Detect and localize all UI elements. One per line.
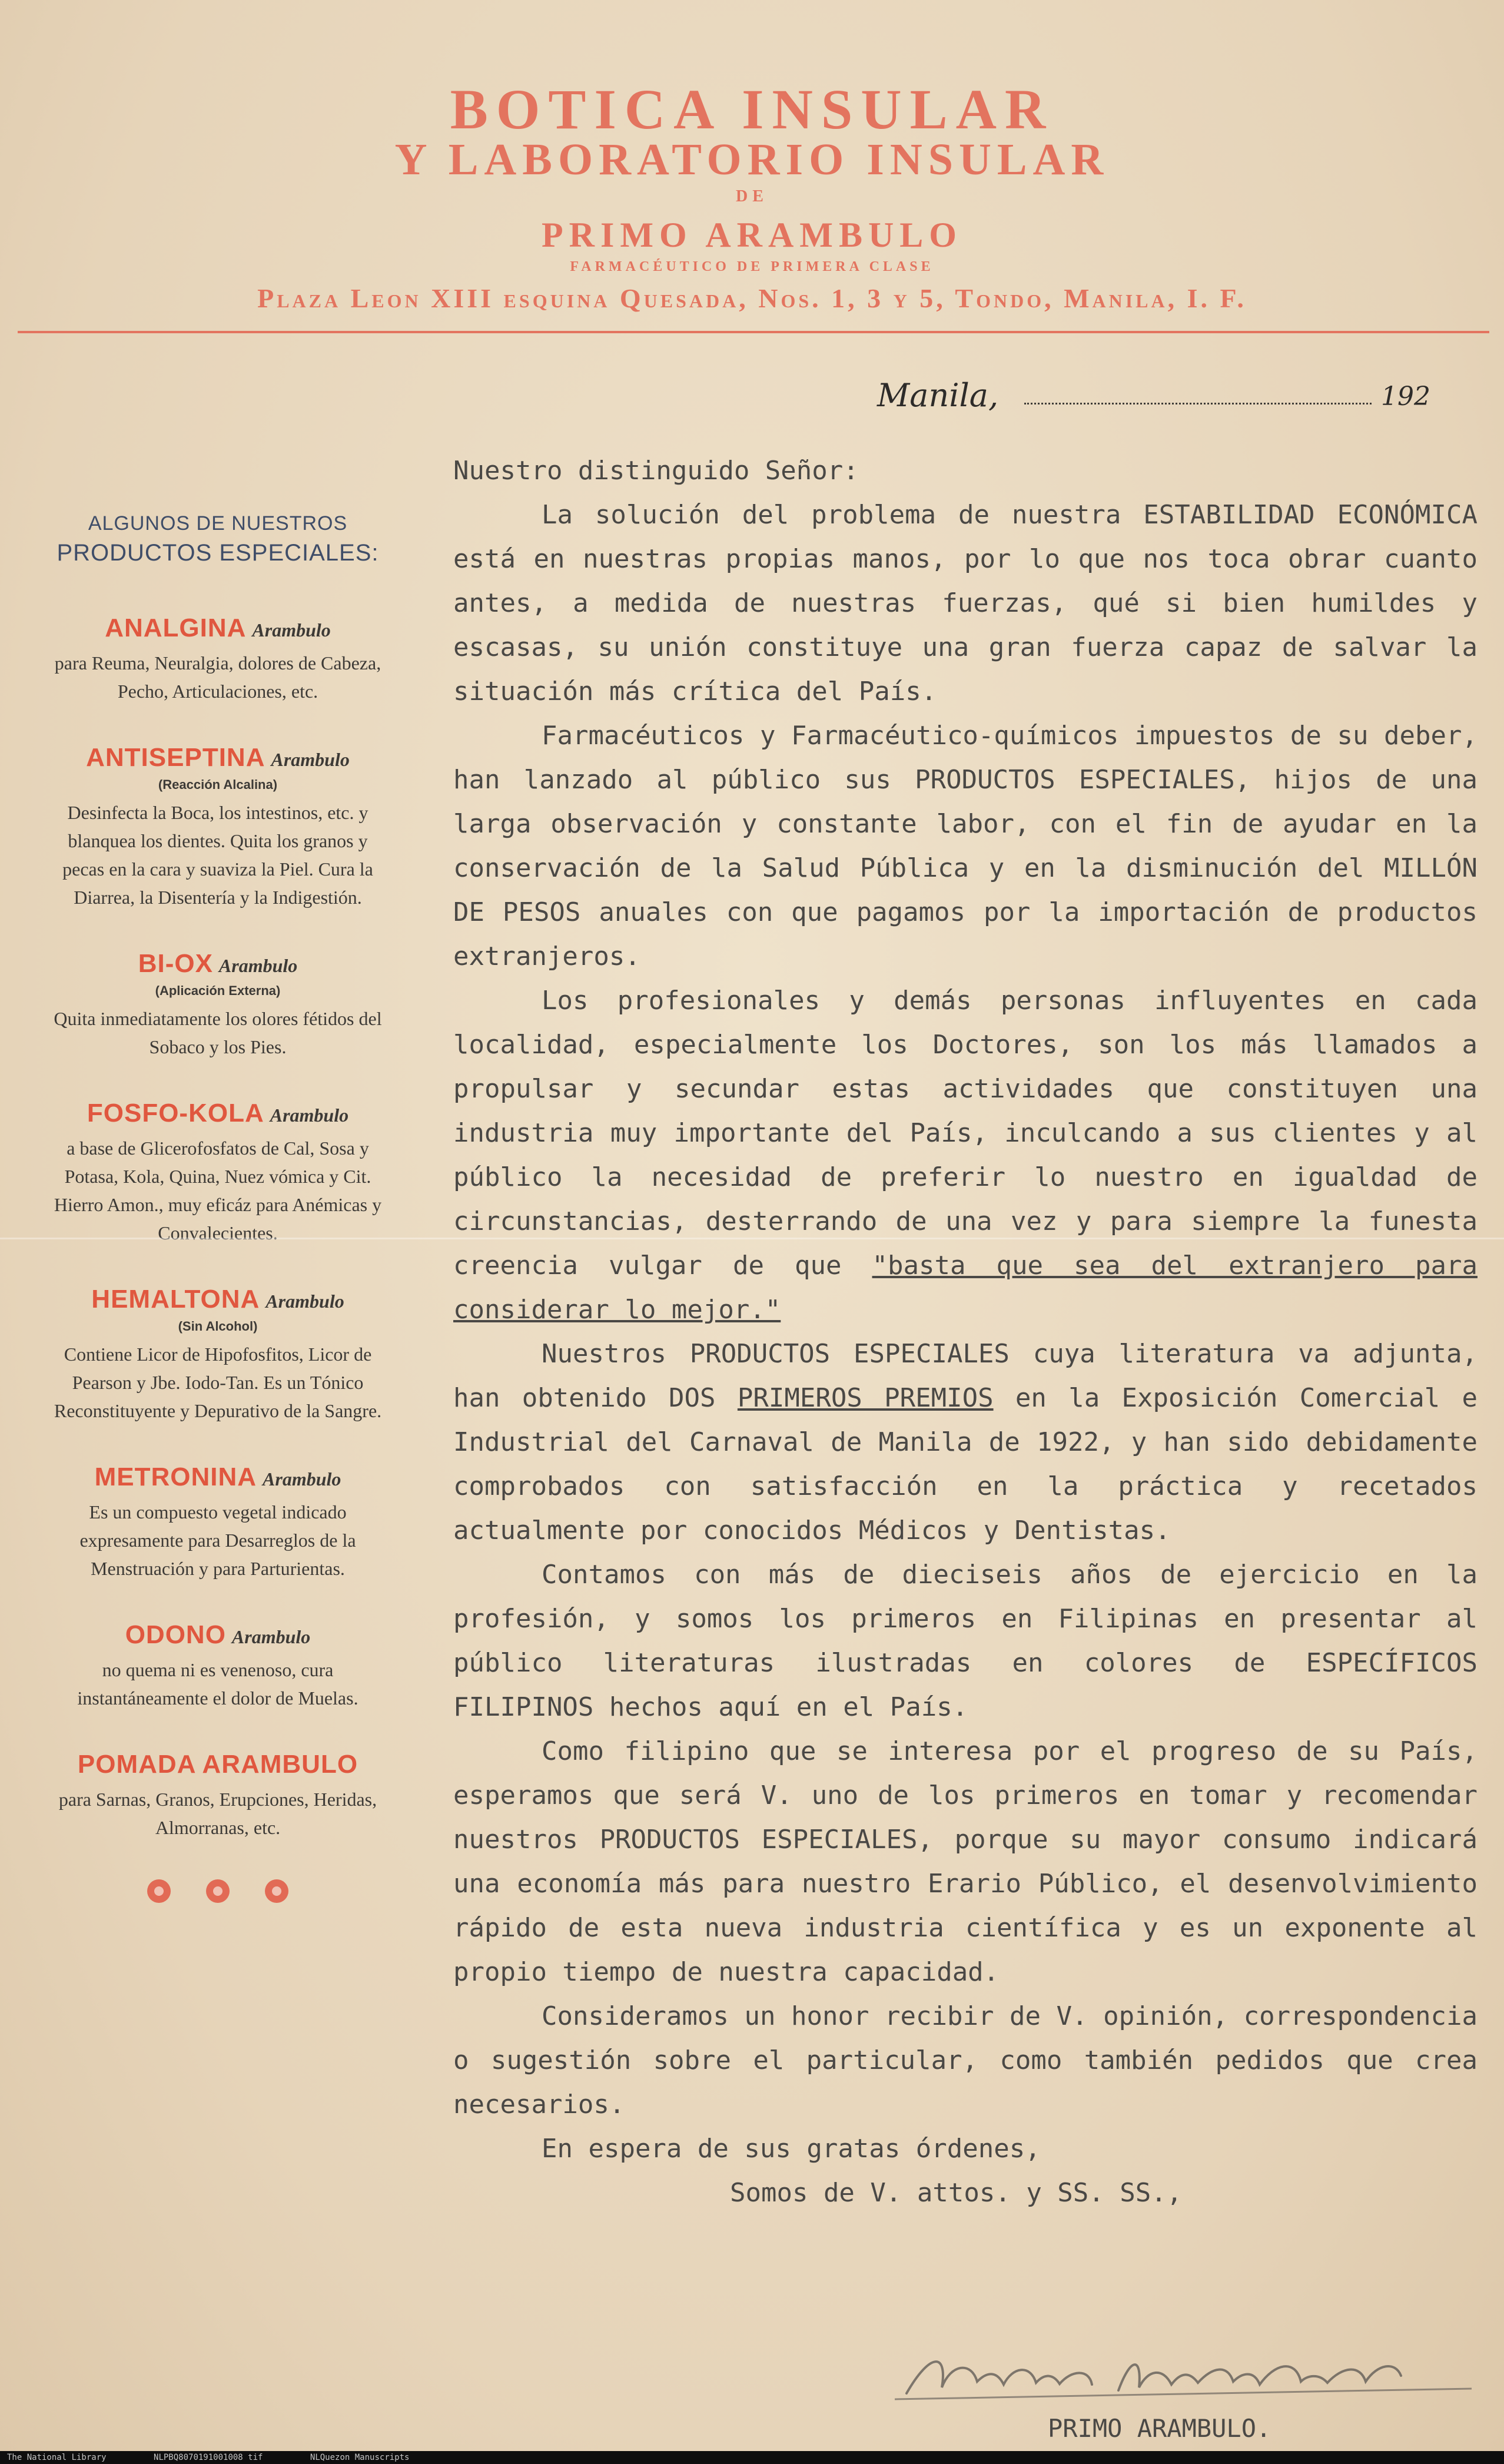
product-subtitle: (Reacción Alcalina)	[158, 777, 278, 792]
closing-line-1: En espera de sus gratas órdenes,	[542, 2134, 1041, 2164]
shell-ornament-icon	[206, 1879, 230, 1903]
product-brand: Arambulo	[231, 1626, 311, 1647]
letterhead-address: Plaza Leon XIII esquina Quesada, Nos. 1, 3 y 5, Tondo, Manila, I. F.	[257, 283, 1247, 313]
product-metronina	[53, 1463, 383, 1583]
product-description: Desinfecta la Boca, los intestinos, etc. y blanquea los dientes. Quita los granos y pecas en la cara y suaviza la Piel. Cura la Diarrea, la Disentería y la Indigestión.	[62, 802, 373, 908]
letterhead-de: DE	[736, 187, 768, 205]
paragraph-1: La solución del problema de nuestra ESTABILIDAD ECONÓMICA está en nuestras propias manos, por lo que nos toca obrar cuanto antes, a medida de nuestras fuerzas, qué si bien humildes y escasas, su unión constituye una gran fuerza capaz de salvar la situación más crítica del País.	[453, 500, 1478, 707]
paragraph-3-quote: "basta que sea del extranjero para considerar lo mejor."	[453, 1251, 1478, 1325]
date-dotted-line	[1024, 403, 1372, 404]
product-brand: Arambulo	[263, 1468, 341, 1490]
product-name: ANTISEPTINA	[86, 743, 265, 772]
handwritten-signature	[895, 2340, 1472, 2405]
paragraph-5: Contamos con más de dieciseis años de ejercicio en la profesión, y somos los primeros en Filipinas en presentar al público literaturas ilustradas en colores de ESPECÍFICOS FILIPINOS hechos aquí en el País.	[453, 1560, 1478, 1722]
product-description: Es un compuesto vegetal indicado expresamente para Desarreglos de la Menstruación y para Parturientas.	[79, 1501, 356, 1579]
sidebar-heading-2: PRODUCTOS ESPECIALES:	[57, 540, 379, 566]
product-hemaltona	[53, 1285, 383, 1425]
shell-ornament-icon	[147, 1879, 171, 1903]
paragraph-3	[453, 979, 1478, 1332]
footer-collection: NLQuezon Manuscripts	[310, 2453, 410, 2462]
paragraph-2: Farmacéuticos y Farmacéutico-químicos impuestos de su deber, han lanzado al público sus PRODUCTOS ESPECIALES, hijos de una larga observación y constante labor, con el fin de ayudar en la conservación de la Salud Pública y en la disminución del MILLÓN DE PESOS anuales con que pagamos por la importación de productos extranjeros.	[453, 721, 1478, 971]
paragraph-3-text: Los profesionales y demás personas influyentes en cada localidad, especialmente los Doctores, son los más llamados a propulsar y secundar estas actividades que constituyen una industria muy importante del País, inculcando a sus clientes y al público la necesidad de preferir lo nuestro en igualdad de circunstancias, desterrando de una vez y para siempre la funesta creencia vulgar de que	[453, 986, 1478, 1281]
product-description: a base de Glicerofosfatos de Cal, Sosa y Potasa, Kola, Quina, Nuez vómica y Cit. Hierro Amon., muy eficáz para Anémicas y Convalecientes.	[54, 1138, 382, 1243]
product-description: Quita inmediatamente los olores fétidos del Sobaco y los Pies.	[54, 1008, 382, 1057]
product-brand: Arambulo	[265, 1291, 344, 1312]
salutation: Nuestro distinguido Señor:	[453, 456, 859, 486]
product-description: Contiene Licor de Hipofosfitos, Licor de Pearson y Jbe. Iodo-Tan. Es un Tónico Reconstituyente y Depurativo de la Sangre.	[54, 1344, 382, 1421]
letterhead-rule	[18, 331, 1489, 333]
paragraph-6: Como filipino que se interesa por el progreso de su País, esperamos que será V. uno de los primeros en tomar y recomendar nuestros PRODUCTOS ESPECIALES, porque su mayor consumo indicará una economía más para nuestro Erario Público, el desenvolvimiento rápido de esta nueva industria científica y es un exponente al propio tiempo de nuestra capacidad.	[453, 1736, 1478, 1987]
product-brand: Arambulo	[218, 955, 298, 976]
shell-ornament-icon	[265, 1879, 288, 1903]
product-name: FOSFO-KOLA	[87, 1099, 264, 1127]
letterhead-credential: FARMACÉUTICO DE PRIMERA CLASE	[570, 259, 934, 274]
sidebar-heading-1: ALGUNOS DE NUESTROS	[88, 512, 348, 535]
product-brand: Arambulo	[271, 749, 350, 770]
product-analgina	[53, 613, 383, 705]
paragraph-4-prizes: PRIMEROS PREMIOS	[737, 1383, 994, 1413]
date-year: 192	[1381, 382, 1430, 412]
paragraph-7: Consideramos un honor recibir de V. opinión, correspondencia o sugestión sobre el particular, como también pedidos que crea necesarios.	[453, 2001, 1478, 2120]
product-pomada	[53, 1750, 383, 1842]
product-name: ODONO	[125, 1620, 226, 1649]
footer-code: NLPBQ8070191001008 tif	[154, 2453, 263, 2462]
paragraph-4-text-a: Nuestros PRODUCTOS ESPECIALES cuya literatura va adjunta, han obtenido DOS	[453, 1339, 1478, 1413]
products-sidebar	[53, 512, 383, 1903]
signer-name: PRIMO ARAMBULO.	[1048, 2414, 1271, 2443]
paragraph-4	[453, 1332, 1478, 1553]
footer-source: The National Library	[7, 2453, 107, 2462]
decorative-marks	[53, 1879, 383, 1903]
product-subtitle: (Sin Alcohol)	[178, 1319, 258, 1334]
paragraph-4-text-b: en la Exposición Comercial e Industrial del Carnaval de Manila de 1922, y han sido debidamente comprobados con satisfacción en la práctica y recetados actualmente por conocidos Médicos y Dentistas.	[453, 1383, 1478, 1546]
product-antiseptina	[53, 743, 383, 911]
product-description: para Reuma, Neuralgia, dolores de Cabeza, Pecho, Articulaciones, etc.	[54, 652, 381, 702]
product-name: BI-OX	[138, 949, 213, 978]
product-odono	[53, 1620, 383, 1712]
letterhead-subtitle: Y LABORATORIO INSULAR	[394, 135, 1110, 184]
product-subtitle: (Aplicación Externa)	[155, 983, 281, 998]
product-fosfo-kola	[53, 1099, 383, 1247]
closing-line-2: Somos de V. attos. y SS. SS.,	[730, 2178, 1183, 2208]
date-line	[877, 377, 1466, 412]
product-brand: Arambulo	[270, 1105, 349, 1126]
product-brand: Arambulo	[252, 619, 331, 641]
product-name: POMADA ARAMBULO	[77, 1750, 358, 1779]
product-description: para Sarnas, Granos, Erupciones, Heridas, Almorranas, etc.	[58, 1789, 377, 1838]
letterhead-owner: PRIMO ARAMBULO	[542, 215, 962, 254]
product-bi-ox	[53, 949, 383, 1061]
letterhead-title: BOTICA INSULAR	[450, 78, 1054, 141]
product-name: ANALGINA	[105, 613, 247, 642]
fold-line	[0, 1238, 1504, 1239]
product-description: no quema ni es venenoso, cura instantáneamente el dolor de Muelas.	[77, 1659, 358, 1709]
letter-body	[453, 449, 1478, 2215]
product-name: METRONINA	[94, 1463, 257, 1491]
archive-footer	[0, 2451, 1504, 2464]
product-name: HEMALTONA	[91, 1285, 260, 1314]
date-city: Manila,	[877, 377, 999, 414]
